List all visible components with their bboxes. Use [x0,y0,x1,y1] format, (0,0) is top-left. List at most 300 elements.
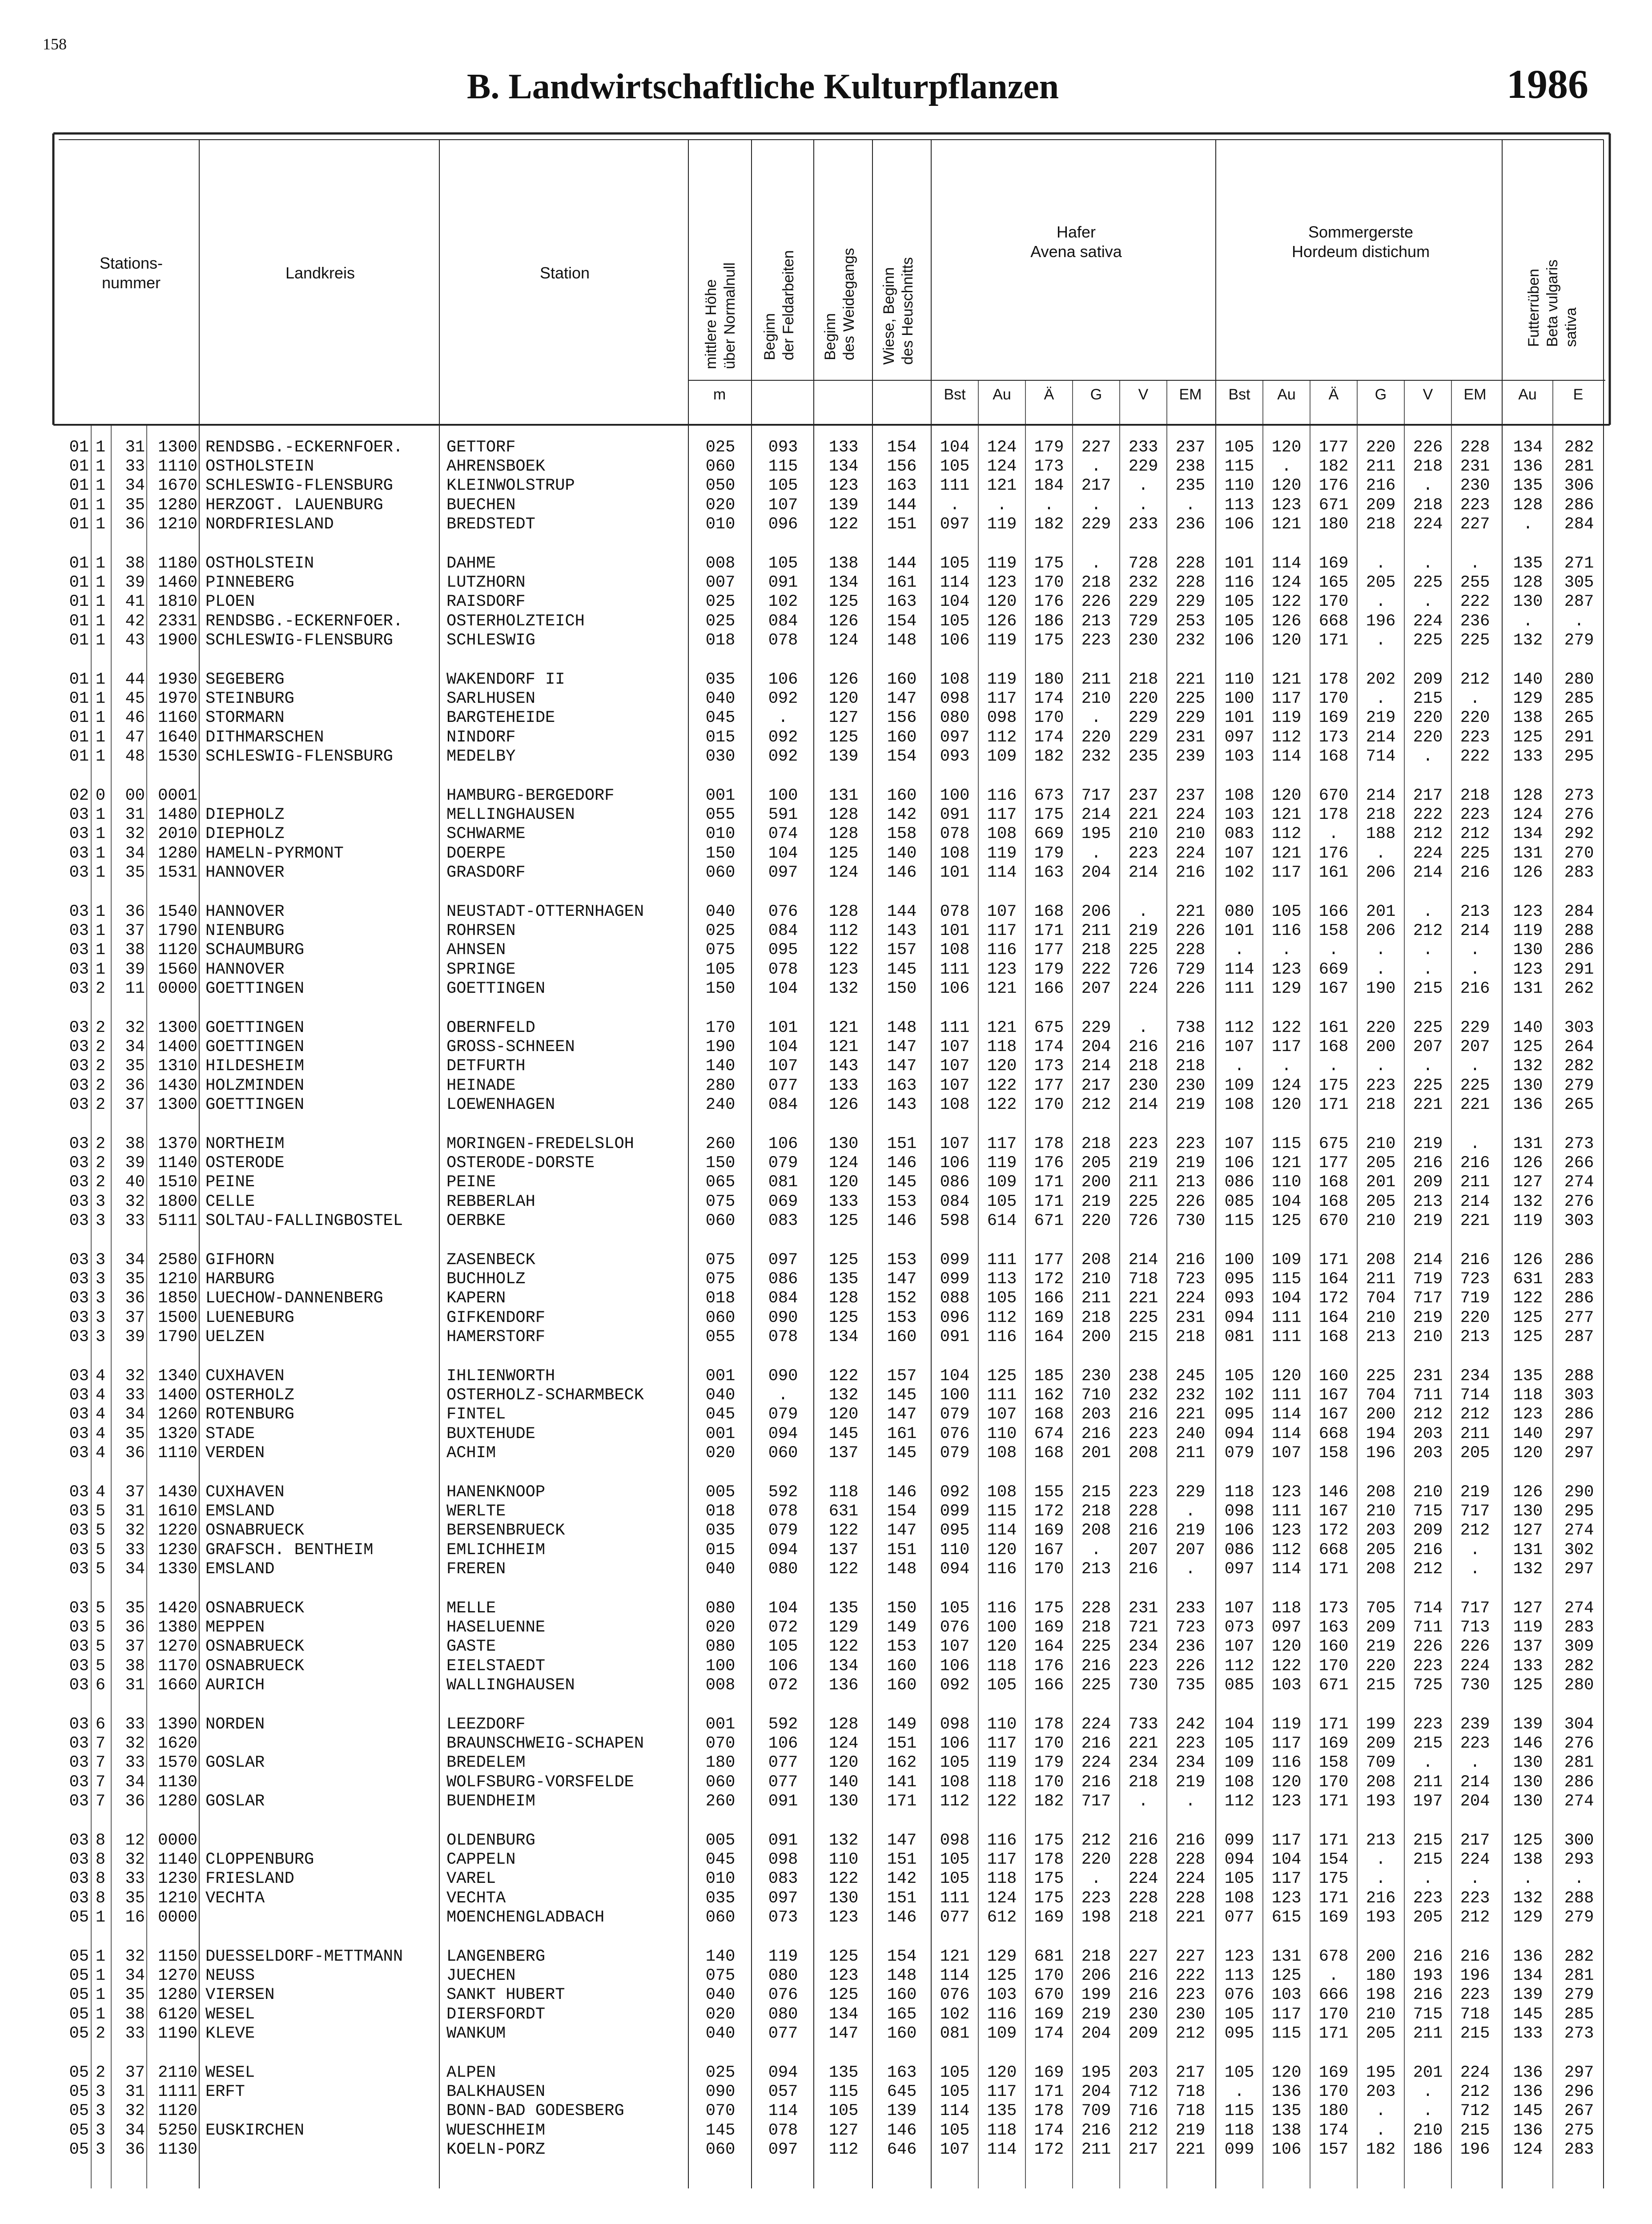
cell-gerste-v: 210 [1413,2121,1443,2140]
cell-stnr-a: 01 [69,670,89,689]
cell-weidegang: 133 [828,1076,859,1095]
cell-gerste-g: 210 [1366,2005,1396,2024]
cell-hafer-au: 135 [987,2102,1017,2120]
cell-stnr-b: 1 [95,825,106,843]
cell-heuschnitt: 142 [887,806,917,824]
cell-rueben-e: 266 [1564,1154,1594,1172]
cell-hafer-v: 223 [1128,1135,1158,1153]
cell-heuschnitt: 146 [887,1908,917,1927]
cell-gerste-bst: 095 [1224,1405,1254,1424]
cell-hafer-bst: 108 [940,1773,970,1792]
cell-landkreis: STEINBURG [205,689,294,708]
cell-hafer-v: 223 [1128,1483,1158,1502]
cell-hafer-ae: 176 [1034,592,1064,611]
cell-station: REBBERLAH [446,1193,535,1211]
cell-gerste-v: 215 [1413,1831,1443,1850]
cell-rueben-e: 270 [1564,844,1594,863]
cell-hafer-em: 723 [1175,1618,1206,1637]
cell-hoehe: 025 [705,438,736,457]
cell-rueben-e: . [1574,1869,1584,1888]
cell-hafer-g: 217 [1081,476,1111,495]
cell-station: HEINADE [446,1076,516,1095]
cell-stnr-a: 03 [69,1599,89,1618]
cell-weidegang: 125 [828,592,859,611]
cell-rueben-e: 303 [1564,1019,1594,1037]
cell-rueben-au: 130 [1513,941,1543,959]
cell-weidegang: 147 [828,2024,859,2043]
cell-hafer-ae: 175 [1034,806,1064,824]
cell-stnr-b: 5 [95,1560,106,1579]
cell-hafer-au: 117 [987,1850,1017,1869]
cell-station: JUECHEN [446,1966,516,1985]
cell-rueben-au: 126 [1513,1251,1543,1269]
cell-stnr-c: 34 [125,1560,145,1579]
cell-gerste-ae: 171 [1318,631,1349,650]
cell-gerste-v: . [1423,747,1433,766]
table-row [0,554,1652,573]
cell-hafer-ae: 174 [1034,689,1064,708]
cell-gerste-g: 218 [1366,515,1396,534]
cell-hafer-bst: 095 [940,1521,970,1540]
cell-rueben-au: 128 [1513,786,1543,805]
cell-hafer-bst: 114 [940,573,970,592]
cell-hafer-ae: 172 [1034,1502,1064,1521]
table-row [0,1618,1652,1637]
cell-hafer-v: 216 [1128,1831,1158,1850]
cell-hafer-bst: 080 [940,709,970,727]
cell-heuschnitt: 156 [887,709,917,727]
cell-hafer-ae: 675 [1034,1019,1064,1037]
cell-feldarbeiten: 081 [768,1173,798,1192]
cell-hafer-au: 114 [987,2140,1017,2159]
cell-weidegang: 125 [828,1986,859,2004]
cell-gerste-v: . [1423,476,1433,495]
cell-stnr-c: 37 [125,2063,145,2082]
cell-hoehe: 140 [705,1947,736,1966]
cell-hafer-bst: 112 [940,1792,970,1811]
cell-gerste-bst: 073 [1224,1618,1254,1637]
cell-station: GETTORF [446,438,516,457]
cell-gerste-au: 114 [1271,1405,1302,1424]
cell-gerste-v: 209 [1413,670,1443,689]
cell-hafer-bst: 114 [940,2102,970,2120]
cell-gerste-au: 123 [1271,1521,1302,1540]
cell-feldarbeiten: 098 [768,1850,798,1869]
cell-hoehe: 045 [705,1850,736,1869]
cell-hafer-ae: . [1044,496,1054,515]
cell-heuschnitt: 151 [887,1541,917,1559]
cell-landkreis: GOSLAR [205,1792,265,1811]
cell-station: VAREL [446,1869,496,1888]
cell-gerste-ae: 171 [1318,1792,1349,1811]
cell-stnr-b: 8 [95,1850,106,1869]
cell-hafer-v: 221 [1128,1289,1158,1308]
cell-gerste-bst: 095 [1224,2024,1254,2043]
cell-stnr-b: 1 [95,689,106,708]
cell-stnr-b: 5 [95,1657,106,1676]
cell-gerste-au: 112 [1271,728,1302,747]
cell-rueben-au: 119 [1513,922,1543,940]
cell-gerste-bst: 097 [1224,728,1254,747]
cell-hafer-v: 209 [1128,2024,1158,2043]
table-row [0,2005,1652,2024]
cell-rueben-au: . [1523,1869,1533,1888]
cell-stnr-d: 1380 [158,1618,197,1637]
cell-stnr-d: 1190 [158,2024,197,2043]
cell-rueben-e: 286 [1564,941,1594,959]
cell-hoehe: 190 [705,1038,736,1056]
cell-gerste-ae: 168 [1318,1173,1349,1192]
cell-hafer-g: 213 [1081,612,1111,631]
cell-hafer-g: 216 [1081,1425,1111,1443]
cell-hafer-au: 116 [987,1560,1017,1579]
cell-weidegang: 126 [828,1096,859,1114]
cell-hafer-ae: 171 [1034,2083,1064,2101]
cell-heuschnitt: 140 [887,844,917,863]
cell-gerste-em: 223 [1460,806,1490,824]
cell-gerste-au: 138 [1271,2121,1302,2140]
cell-hafer-v: 716 [1128,2102,1158,2120]
cell-feldarbeiten: 105 [768,1637,798,1656]
cell-hafer-v: 216 [1128,1521,1158,1540]
cell-hafer-g: 200 [1081,1173,1111,1192]
cell-rueben-au: 136 [1513,2063,1543,2082]
cell-hafer-au: 100 [987,1618,1017,1637]
cell-hoehe: 060 [705,457,736,476]
cell-hafer-v: 237 [1128,786,1158,805]
cell-station: WOLFSBURG-VORSFELDE [446,1773,634,1792]
cell-rueben-e: 286 [1564,1251,1594,1269]
cell-stnr-d: 1310 [158,1057,197,1076]
cell-station: DIERSFORDT [446,2005,546,2024]
cell-station: HAMBURG-BERGEDORF [446,786,615,805]
cell-gerste-au: 117 [1271,1831,1302,1850]
cell-rueben-e: 276 [1564,1193,1594,1211]
cell-hafer-au: 118 [987,1869,1017,1888]
cell-weidegang: 137 [828,1444,859,1463]
cell-rueben-e: 291 [1564,728,1594,747]
cell-gerste-em: 223 [1460,496,1490,515]
cell-stnr-b: 1 [95,515,106,534]
cell-stnr-c: 36 [125,1076,145,1095]
cell-gerste-au: 120 [1271,476,1302,495]
subheader-hafer-2: Ä [1044,386,1054,403]
cell-gerste-au: 117 [1271,2005,1302,2024]
cell-gerste-v: 214 [1413,1251,1443,1269]
cell-stnr-d: 1280 [158,844,197,863]
cell-hafer-em: 226 [1175,1657,1206,1676]
cell-gerste-bst: 106 [1224,1154,1254,1172]
cell-gerste-v: 715 [1413,2005,1443,2024]
cell-landkreis: SEGEBERG [205,670,285,689]
cell-hoehe: 010 [705,1869,736,1888]
cell-stnr-d: 0001 [158,786,197,805]
cell-stnr-b: 7 [95,1773,106,1792]
cell-landkreis: GOSLAR [205,1753,265,1772]
cell-hafer-au: 122 [987,1076,1017,1095]
cell-hafer-em: 234 [1175,1753,1206,1772]
cell-stnr-b: 1 [95,631,106,650]
table-row [0,1676,1652,1695]
cell-landkreis: PINNEBERG [205,573,294,592]
cell-hafer-au: 119 [987,631,1017,650]
cell-landkreis: VERDEN [205,1444,265,1463]
cell-landkreis: GRAFSCH. BENTHEIM [205,1541,374,1559]
cell-feldarbeiten: 094 [768,1425,798,1443]
cell-gerste-au: 115 [1271,1270,1302,1289]
cell-stnr-c: 40 [125,1173,145,1192]
cell-hoehe: 025 [705,592,736,611]
cell-gerste-ae: 169 [1318,709,1349,727]
cell-hafer-bst: 108 [940,844,970,863]
cell-gerste-em: 222 [1460,747,1490,766]
cell-station: KAPERN [446,1289,506,1308]
cell-station: PEINE [446,1173,496,1192]
cell-hafer-bst: 091 [940,806,970,824]
cell-hafer-bst: 108 [940,941,970,959]
cell-gerste-em: 214 [1460,1773,1490,1792]
cell-weidegang: 105 [828,2102,859,2120]
cell-hafer-bst: 105 [940,1599,970,1618]
cell-hafer-au: 107 [987,902,1017,921]
cell-rueben-au: 126 [1513,1483,1543,1502]
cell-hafer-au: 119 [987,515,1017,534]
cell-gerste-bst: 081 [1224,1328,1254,1346]
subheader-gerste-0: Bst [1228,386,1250,403]
cell-gerste-ae: 169 [1318,554,1349,573]
cell-station: WERLTE [446,1502,506,1521]
cell-gerste-g: . [1375,960,1386,979]
cell-stnr-c: 16 [125,1908,145,1927]
cell-stnr-b: 4 [95,1405,106,1424]
cell-gerste-g: 206 [1366,922,1396,940]
cell-hafer-au: 116 [987,1328,1017,1346]
cell-rueben-au: 131 [1513,979,1543,998]
cell-feldarbeiten: 079 [768,1154,798,1172]
cell-gerste-g: 200 [1366,1038,1396,1056]
cell-hafer-ae: 164 [1034,1328,1064,1346]
cell-stnr-c: 48 [125,747,145,766]
cell-weidegang: 137 [828,1541,859,1559]
cell-gerste-au: 121 [1271,670,1302,689]
cell-weidegang: 130 [828,1889,859,1908]
cell-stnr-c: 36 [125,1289,145,1308]
cell-heuschnitt: 645 [887,2083,917,2101]
cell-weidegang: 132 [828,1831,859,1850]
cell-stnr-c: 39 [125,960,145,979]
cell-gerste-au: 118 [1271,1599,1302,1618]
cell-gerste-g: . [1375,689,1386,708]
cell-feldarbeiten: 097 [768,863,798,882]
cell-gerste-em: 225 [1460,631,1490,650]
cell-landkreis: OSTHOLSTEIN [205,554,314,573]
cell-gerste-ae: 668 [1318,612,1349,631]
cell-stnr-a: 03 [69,1869,89,1888]
cell-stnr-d: 1210 [158,1270,197,1289]
cell-stnr-b: 1 [95,747,106,766]
cell-station: ACHIM [446,1444,496,1463]
cell-stnr-b: 1 [95,457,106,476]
cell-hafer-bst: 598 [940,1212,970,1230]
cell-hafer-em: 218 [1175,1057,1206,1076]
table-row [0,1947,1652,1966]
cell-weidegang: 134 [828,2005,859,2024]
cell-weidegang: 120 [828,689,859,708]
cell-gerste-em: . [1470,1753,1480,1772]
cell-stnr-d: 1140 [158,1154,197,1172]
cell-stnr-a: 05 [69,1986,89,2004]
cell-weidegang: 143 [828,1057,859,1076]
cell-hoehe: 090 [705,2083,736,2101]
cell-hafer-em: 723 [1175,1270,1206,1289]
cell-hafer-em: 219 [1175,1154,1206,1172]
cell-feldarbeiten: 077 [768,2024,798,2043]
cell-gerste-au: 125 [1271,1212,1302,1230]
cell-gerste-v: 210 [1413,1328,1443,1346]
cell-landkreis: STADE [205,1425,255,1443]
cell-feldarbeiten: 086 [768,1270,798,1289]
cell-stnr-b: 5 [95,1618,106,1637]
cell-gerste-g: . [1375,941,1386,959]
cell-weidegang: 138 [828,554,859,573]
cell-hoehe: 260 [705,1792,736,1811]
subheader-gerste-3: G [1375,386,1387,403]
cell-rueben-e: 264 [1564,1038,1594,1056]
cell-stnr-c: 38 [125,2005,145,2024]
cell-hafer-ae: 175 [1034,1869,1064,1888]
cell-heuschnitt: 165 [887,2005,917,2024]
table-row [0,1173,1652,1192]
cell-hafer-v: 216 [1128,1986,1158,2004]
cell-stnr-c: 38 [125,1135,145,1153]
cell-rueben-au: 131 [1513,1135,1543,1153]
cell-gerste-v: 220 [1413,709,1443,727]
cell-gerste-em: 212 [1460,1521,1490,1540]
cell-hafer-g: 208 [1081,1251,1111,1269]
cell-weidegang: 124 [828,863,859,882]
table-row [0,1792,1652,1811]
cell-hafer-au: 109 [987,1173,1017,1192]
cell-rueben-au: 133 [1513,747,1543,766]
cell-stnr-a: 03 [69,1212,89,1230]
cell-heuschnitt: 163 [887,476,917,495]
cell-feldarbeiten: 107 [768,496,798,515]
cell-gerste-ae: 170 [1318,592,1349,611]
cell-hafer-ae: 170 [1034,1096,1064,1114]
cell-hafer-bst: 106 [940,631,970,650]
cell-weidegang: 125 [828,1212,859,1230]
cell-hafer-g: 216 [1081,1657,1111,1676]
cell-landkreis: HANNOVER [205,960,285,979]
cell-feldarbeiten: 104 [768,979,798,998]
cell-hafer-g: 218 [1081,1309,1111,1327]
cell-stnr-d: 1390 [158,1715,197,1734]
cell-gerste-g: 214 [1366,786,1396,805]
cell-gerste-em: 255 [1460,573,1490,592]
cell-stnr-a: 03 [69,1173,89,1192]
cell-heuschnitt: 160 [887,786,917,805]
cell-gerste-ae: 164 [1318,1309,1349,1327]
cell-gerste-g: 196 [1366,612,1396,631]
table-row [0,1734,1652,1753]
cell-rueben-e: . [1574,612,1584,631]
cell-rueben-au: 130 [1513,1792,1543,1811]
table-row [0,747,1652,766]
cell-stnr-b: 5 [95,1599,106,1618]
cell-hafer-ae: 673 [1034,786,1064,805]
cell-stnr-d: 1320 [158,1425,197,1443]
cell-stnr-b: 2 [95,1038,106,1056]
cell-gerste-em: . [1470,1869,1480,1888]
cell-feldarbeiten: 104 [768,844,798,863]
cell-gerste-v: 714 [1413,1599,1443,1618]
cell-gerste-au: 109 [1271,1251,1302,1269]
cell-gerste-v: 218 [1413,496,1443,515]
cell-hafer-bst: 088 [940,1289,970,1308]
cell-hafer-em: 218 [1175,1328,1206,1346]
cell-hafer-au: 119 [987,554,1017,573]
cell-hoehe: 015 [705,1541,736,1559]
cell-stnr-d: 1270 [158,1966,197,1985]
cell-hafer-au: 117 [987,1135,1017,1153]
cell-hoehe: 150 [705,1154,736,1172]
cell-weidegang: 122 [828,515,859,534]
cell-stnr-c: 35 [125,1270,145,1289]
cell-rueben-au: 118 [1513,1386,1543,1405]
cell-feldarbeiten: 076 [768,902,798,921]
cell-weidegang: 124 [828,1154,859,1172]
cell-hafer-ae: 170 [1034,1966,1064,1985]
cell-gerste-ae: 171 [1318,1560,1349,1579]
cell-feldarbeiten: 078 [768,631,798,650]
cell-hafer-g: 709 [1081,2102,1111,2120]
cell-hafer-v: 238 [1128,1367,1158,1386]
cell-gerste-g: 205 [1366,1193,1396,1211]
cell-gerste-ae: 158 [1318,1444,1349,1463]
cell-hafer-au: 125 [987,1367,1017,1386]
cell-weidegang: 135 [828,2063,859,2082]
cell-landkreis: VIERSEN [205,1986,275,2004]
cell-gerste-v: . [1423,960,1433,979]
cell-landkreis: NORDEN [205,1715,265,1734]
cell-hafer-ae: 669 [1034,825,1064,843]
cell-weidegang: 128 [828,1715,859,1734]
cell-hafer-bst: 078 [940,902,970,921]
cell-feldarbeiten: 060 [768,1444,798,1463]
cell-stnr-b: 1 [95,709,106,727]
cell-hafer-bst: 108 [940,670,970,689]
cell-station: BREDELEM [446,1753,526,1772]
cell-landkreis: RENDSBG.-ECKERNFOER. [205,438,403,457]
table-row [0,786,1652,806]
cell-hafer-bst: 111 [940,960,970,979]
cell-stnr-d: 1510 [158,1173,197,1192]
cell-hafer-v: 235 [1128,747,1158,766]
cell-stnr-c: 34 [125,1251,145,1269]
cell-gerste-v: . [1423,902,1433,921]
cell-rueben-e: 280 [1564,670,1594,689]
cell-hafer-g: 218 [1081,1502,1111,1521]
cell-stnr-d: 1280 [158,1986,197,2004]
cell-feldarbeiten: 090 [768,1309,798,1327]
cell-hafer-g: 211 [1081,1289,1111,1308]
cell-heuschnitt: 160 [887,1986,917,2004]
cell-hafer-em: 236 [1175,1637,1206,1656]
cell-hafer-v: 220 [1128,689,1158,708]
cell-gerste-em: 204 [1460,1792,1490,1811]
cell-hafer-g: . [1091,1541,1101,1559]
cell-gerste-g: 220 [1366,1657,1396,1676]
